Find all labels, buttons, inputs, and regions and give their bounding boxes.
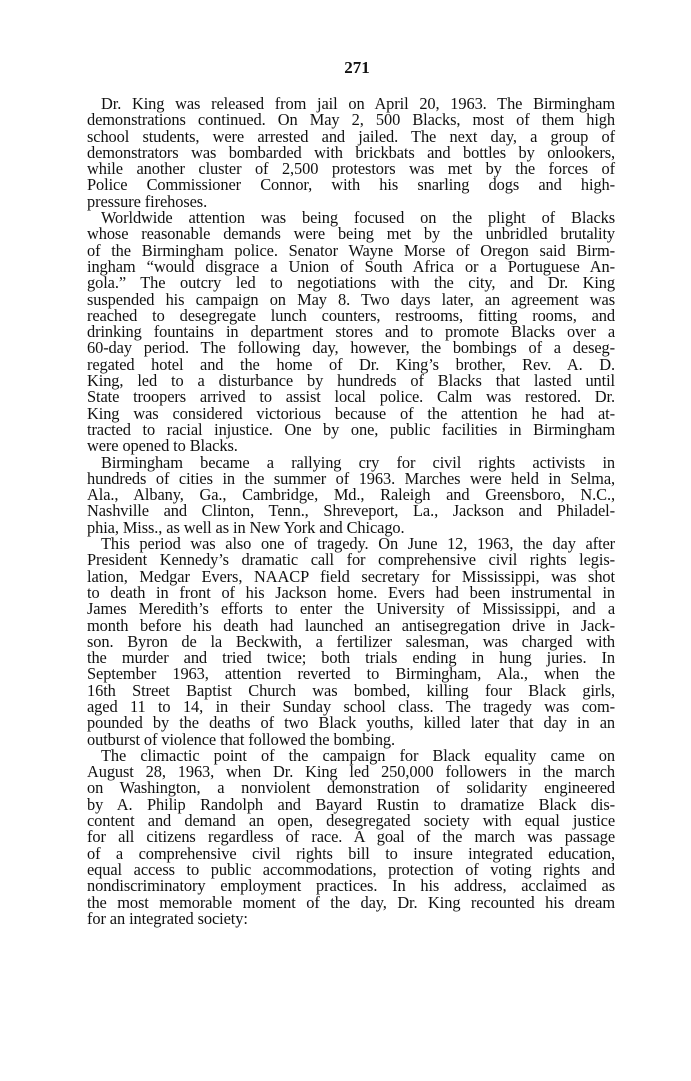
text-line: King was considered victorious because of the attention he had at- [87,403,615,423]
text-line: content and demand an open, desegregated society with equal justice [87,811,615,831]
text-line: State troopers arrived to assist local police. Calm was restored. Dr. [87,387,615,407]
text-line: for all citizens regardless of race. A goal of the march was passage [87,827,615,847]
text-line: equal access to public accommodations, protection of voting rights and [87,859,615,879]
body-text [87,96,615,927]
page-number: 271 [344,58,370,77]
text-line: Nashville and Clinton, Tenn., Shreveport, La., Jackson and Philadel- [87,501,615,521]
text-line: tracted to racial injustice. One by one, public facilities in Birmingham [87,419,615,439]
text-line: lation, Medgar Evers, NAACP field secretary for Mississippi, was shot [87,566,615,586]
text-line: James Meredith’s efforts to enter the University of Mississippi, and a [87,599,615,619]
text-line: while another cluster of 2,500 protestors was met by the forces of [87,159,615,179]
text-line: The climactic point of the campaign for Black equality came on [101,745,615,765]
text-line: demonstrators was bombarded with brickbats and bottles by onlookers, [87,142,615,162]
paragraph [87,96,615,210]
text-line: on Washington, a nonviolent demonstration of solidarity engineered [87,778,615,798]
text-line: drinking fountains in department stores and to promote Blacks over a [87,322,615,342]
text-line: pressure firehoses. [87,191,208,211]
text-line: Birmingham became a rallying cry for civil rights activists in [101,452,615,472]
paragraph [87,536,615,748]
text-line: of the Birmingham police. Senator Wayne Morse of Oregon said Birm- [87,240,615,260]
text-line: aged 11 to 14, in their Sunday school class. The tragedy was com- [87,696,615,716]
text-line: September 1963, attention reverted to Birmingham, Ala., when the [87,664,615,684]
text-line: 60-day period. The following day, however, the bombings of a deseg- [87,338,615,358]
text-line: King, led to a disturbance by hundreds of Blacks that lasted until [87,371,615,391]
paragraph [87,745,615,928]
text-line: son. Byron de la Beckwith, a fertilizer salesman, was charged with [87,631,615,651]
text-line: pounded by the deaths of two Black youths, killed later that day in an [87,713,615,733]
text-line: the murder and tried twice; both trials ending in hung juries. In [87,648,615,668]
paragraph [87,210,615,454]
text-line: regated hotel and the home of Dr. King’s brother, Rev. A. D. [87,354,615,374]
text-line: for an integrated society: [87,908,248,928]
text-line: President Kennedy’s dramatic call for comprehensive civil rights legis- [87,550,615,570]
text-line: phia, Miss., as well as in New York and Chicago. [87,517,405,537]
text-line: reached to desegregate lunch counters, restrooms, fitting rooms, and [87,305,615,325]
text-line: by A. Philip Randolph and Bayard Rustin to dramatize Black dis- [87,794,615,814]
text-line: Dr. King was released from jail on April 20, 1963. The Birmingham [101,94,615,113]
text-line: demonstrations continued. On May 2, 500 Blacks, most of them high [87,110,615,130]
text-line: were opened to Blacks. [87,436,238,456]
text-line: to death in front of his Jackson home. Evers had been instrumental in [87,582,615,602]
text-line: hundreds of cities in the summer of 1963. Marches were held in Selma, [87,468,615,488]
text-line: of a comprehensive civil rights bill to insure integrated education, [87,843,615,863]
text-line: nondiscriminatory employment practices. In his address, acclaimed as [87,876,615,896]
text-line: Ala., Albany, Ga., Cambridge, Md., Raleigh and Greensboro, N.C., [87,485,615,505]
text-line: gola.” The outcry led to negotiations with the city, and Dr. King [87,273,615,293]
text-line: month before his death had launched an antisegregation drive in Jack- [87,615,615,635]
paragraph [87,452,615,537]
text-line: Worldwide attention was being focused on the plight of Blacks [101,208,615,228]
text-line: August 28, 1963, when Dr. King led 250,000 followers in the march [87,762,615,782]
text-line: ingham “would disgrace a Union of South Africa or a Portuguese An- [87,256,615,276]
text-line: outburst of violence that followed the bombing. [87,729,396,749]
text-line: school students, were arrested and jailed. The next day, a group of [87,126,615,146]
text-line: the most memorable moment of the day, Dr. King recounted his dream [87,892,615,912]
text-line: suspended his campaign on May 8. Two days later, an agreement was [87,289,615,309]
text-line: This period was also one of tragedy. On June 12, 1963, the day after [101,534,615,554]
text-line: 16th Street Baptist Church was bombed, killing four Black girls, [87,680,615,700]
text-line: Police Commissioner Connor, with his snarling dogs and high- [87,175,615,195]
text-line: whose reasonable demands were being met by the unbridled brutality [87,224,615,244]
